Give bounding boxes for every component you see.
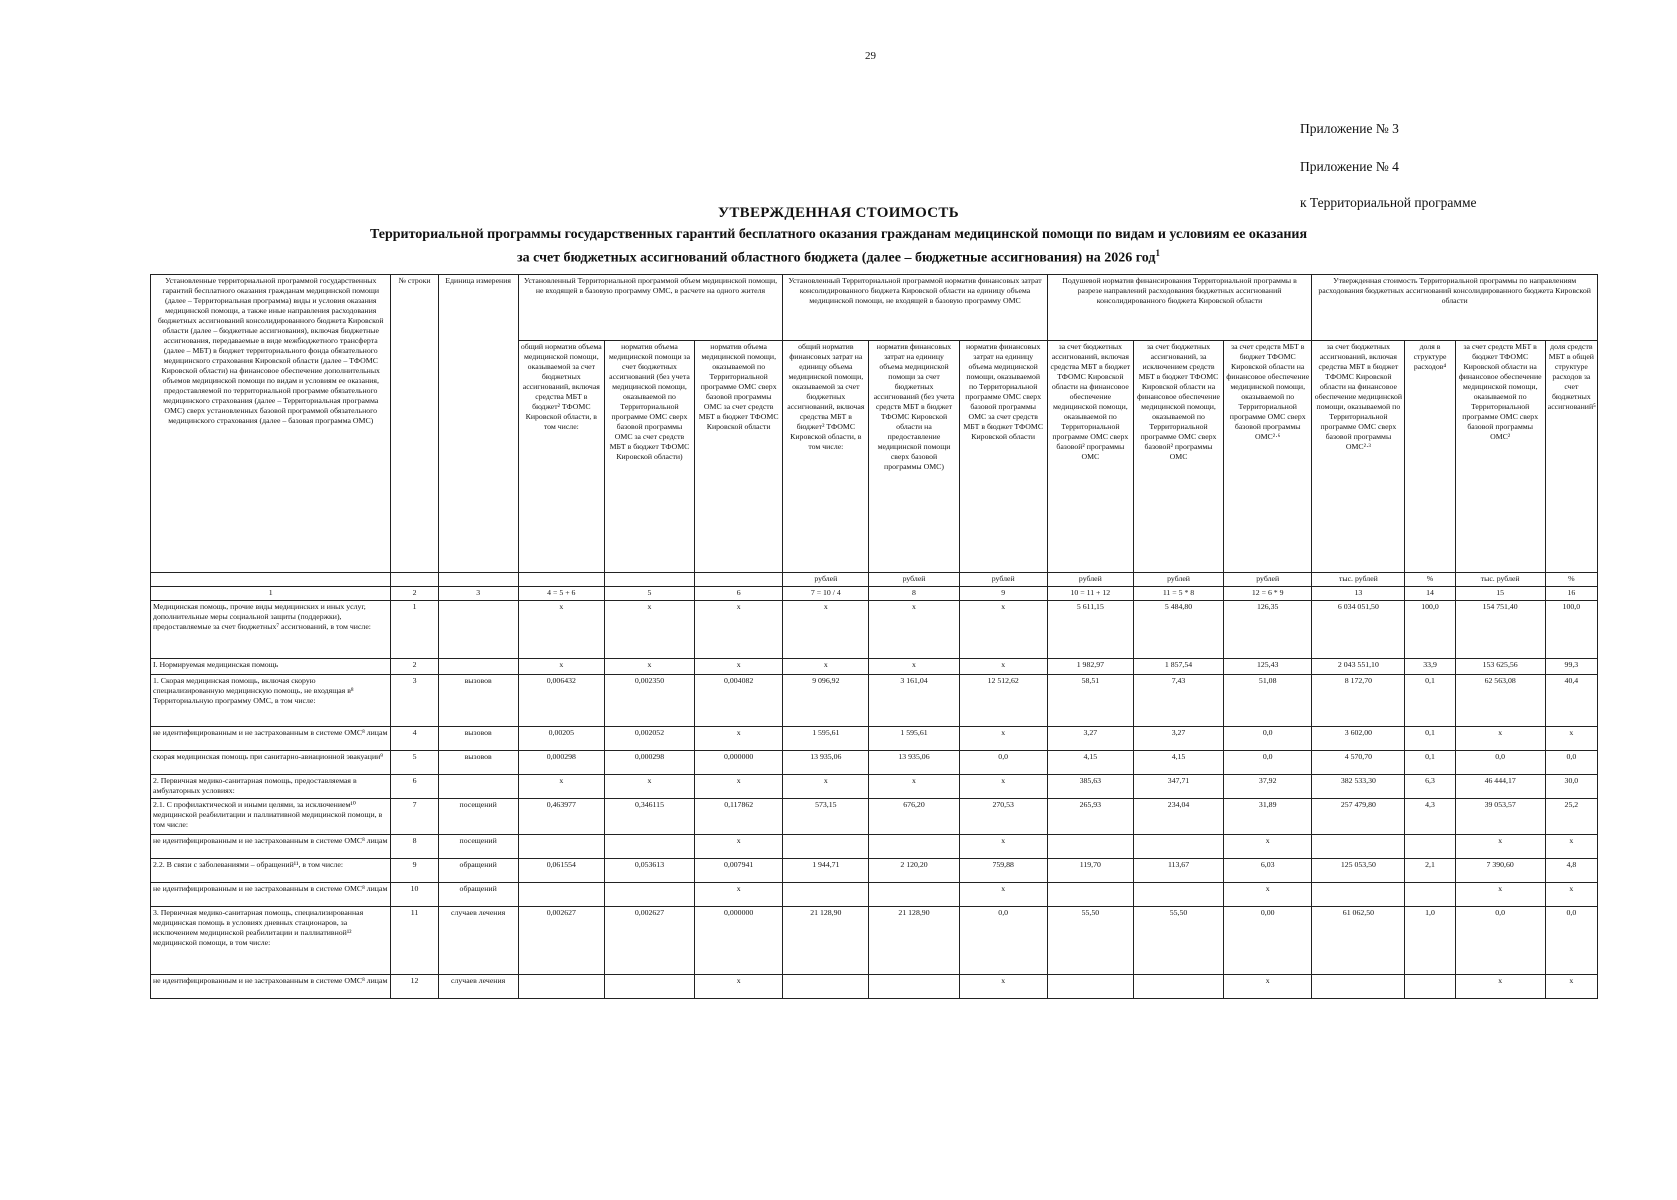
table-cell: случаев лечения (438, 975, 518, 999)
table-row (151, 883, 1598, 907)
unit-cell (151, 573, 391, 587)
table-cell: 382 533,30 (1312, 775, 1405, 799)
table-cell: 234,04 (1133, 799, 1223, 835)
table-cell: 0,00 (1224, 907, 1312, 975)
table-cell: 0,0 (1224, 727, 1312, 751)
table-cell: x (783, 659, 869, 675)
table-cell: x (1224, 975, 1312, 999)
table-cell (518, 975, 604, 999)
table-cell: x (1224, 835, 1312, 859)
table-cell: 759,88 (959, 859, 1047, 883)
table-cell: 51,08 (1224, 675, 1312, 727)
table-cell (1405, 975, 1455, 999)
header-sub-11: за счет бюджетных ассигнований, за исключением средств МБТ в бюджет ТФОМС Кировской области на финансовое обеспечение медицинской помощи, оказываемой по Территориальной программе ОМС сверх базовой² программы ОМС (1133, 341, 1223, 573)
unit-cell (604, 573, 694, 587)
header-sub-12: за счет средств МБТ в бюджет ТФОМС Кировской области на финансовое обеспечение медицинской помощи, оказываемой по Территориальной программе ОМС сверх базовой программы ОМС²·⁶ (1224, 341, 1312, 573)
table-cell (783, 883, 869, 907)
table-cell (604, 975, 694, 999)
unit-cell (391, 573, 438, 587)
table-cell: 126,35 (1224, 601, 1312, 659)
table-cell: 347,71 (1133, 775, 1223, 799)
table-cell (604, 883, 694, 907)
header-sub-4: общий норматив объема медицинской помощи, оказываемой за счет бюджетных ассигнований, включая средства МБТ в бюджет² ТФОМС Кировской области, в том числе: (518, 341, 604, 573)
table-cell: 0,1 (1405, 751, 1455, 775)
table-cell: 13 935,06 (869, 751, 959, 775)
header-sub-6: норматив объема медицинской помощи, оказываемой по Территориальной программе ОМС сверх базовой программы ОМС за счет средств МБТ в бюджет ТФОМС Кировской области (695, 341, 783, 573)
unit-cell: рублей (1133, 573, 1223, 587)
table-row (151, 751, 1598, 775)
column-numbers-row (151, 587, 1598, 601)
row-label: 3. Первичная медико-санитарная помощь, специализированная медицинская помощь в условиях дневных стационаров, за исключением медицинской реабилитации и паллиативной¹² медицинской помощи, в том числе: (151, 907, 391, 975)
table-cell: x (1455, 883, 1545, 907)
column-number-cell: 8 (869, 587, 959, 601)
table-cell: x (783, 775, 869, 799)
table-cell: 3 602,00 (1312, 727, 1405, 751)
column-number-cell: 10 = 11 + 12 (1047, 587, 1133, 601)
table-cell: x (695, 659, 783, 675)
table-cell: x (695, 835, 783, 859)
table-cell: x (869, 659, 959, 675)
table-cell: x (783, 601, 869, 659)
column-number-cell: 11 = 5 * 8 (1133, 587, 1223, 601)
table-cell: 7,43 (1133, 675, 1223, 727)
table-cell (783, 835, 869, 859)
table-cell: 0,053613 (604, 859, 694, 883)
unit-cell (518, 573, 604, 587)
table-cell: 10 (391, 883, 438, 907)
table-cell: 21 128,90 (869, 907, 959, 975)
unit-cell: % (1545, 573, 1597, 587)
table-cell (1047, 835, 1133, 859)
table-cell (1312, 975, 1405, 999)
table-cell: 6,03 (1224, 859, 1312, 883)
table-cell: 1 857,54 (1133, 659, 1223, 675)
table-cell: 100,0 (1545, 601, 1597, 659)
table-cell: 3 (391, 675, 438, 727)
unit-cell: рублей (869, 573, 959, 587)
table-cell: 4,3 (1405, 799, 1455, 835)
table-cell (1405, 883, 1455, 907)
table-cell: 125 053,50 (1312, 859, 1405, 883)
table-cell: 2,1 (1405, 859, 1455, 883)
table-cell: 0,0 (1545, 751, 1597, 775)
table-cell: 0,002350 (604, 675, 694, 727)
table-cell: 55,50 (1047, 907, 1133, 975)
table-cell: 3 161,04 (869, 675, 959, 727)
table-row (151, 799, 1598, 835)
unit-cell: рублей (959, 573, 1047, 587)
table-cell (438, 659, 518, 675)
table-cell: x (518, 775, 604, 799)
table-cell: 573,15 (783, 799, 869, 835)
table-cell: 4,15 (1047, 751, 1133, 775)
table-cell: 4 570,70 (1312, 751, 1405, 775)
column-number-cell: 14 (1405, 587, 1455, 601)
table-cell (1312, 883, 1405, 907)
table-cell: x (959, 727, 1047, 751)
row-label: не идентифицированным и не застрахованным в системе ОМС⁸ лицам (151, 883, 391, 907)
table-cell: 6 034 051,50 (1312, 601, 1405, 659)
table-row (151, 975, 1598, 999)
table-cell: x (518, 601, 604, 659)
table-row (151, 675, 1598, 727)
table-cell: 46 444,17 (1455, 775, 1545, 799)
row-label: Медицинская помощь, прочие виды медицинских и иных услуг, дополнительные меры социальной защиты (поддержки), предоставляемые за счет бюджетных⁷ ассигнований, в том числе: (151, 601, 391, 659)
table-cell: 1 (391, 601, 438, 659)
unit-cell: рублей (1224, 573, 1312, 587)
table-cell: 8 (391, 835, 438, 859)
table-cell (518, 883, 604, 907)
table-cell: 0,000298 (604, 751, 694, 775)
table-cell: 0,000298 (518, 751, 604, 775)
table-cell: 125,43 (1224, 659, 1312, 675)
table-cell: 31,89 (1224, 799, 1312, 835)
table-cell (1133, 883, 1223, 907)
table-cell: 0,1 (1405, 727, 1455, 751)
table-cell: 6 (391, 775, 438, 799)
table-cell: x (959, 883, 1047, 907)
table-cell: посещений (438, 835, 518, 859)
column-number-cell: 1 (151, 587, 391, 601)
header-sub-14: доля в структуре расходов⁴ (1405, 341, 1455, 573)
table-cell: x (695, 883, 783, 907)
table-cell: 21 128,90 (783, 907, 869, 975)
table-cell: x (1455, 727, 1545, 751)
header-sub-13: за счет бюджетных ассигнований, включая средства МБТ в бюджет ТФОМС Кировской области на финансовое обеспечение медицинской помощи, оказываемой по Территориальной программе ОМС сверх базовой программы ОМС²·³ (1312, 341, 1405, 573)
table-cell: x (695, 601, 783, 659)
table-cell: x (695, 775, 783, 799)
table-cell: 0,117862 (695, 799, 783, 835)
column-number-cell: 16 (1545, 587, 1597, 601)
table-cell: 0,0 (1224, 751, 1312, 775)
table-cell: x (604, 775, 694, 799)
table-cell: 270,53 (959, 799, 1047, 835)
table-cell: 7 (391, 799, 438, 835)
appendix-line-1: Приложение № 3 (1300, 121, 1399, 136)
table-cell (518, 835, 604, 859)
table-cell: 257 479,80 (1312, 799, 1405, 835)
table-cell: 1 982,97 (1047, 659, 1133, 675)
column-number-cell: 15 (1455, 587, 1545, 601)
table-cell: 39 053,57 (1455, 799, 1545, 835)
unit-cell (438, 573, 518, 587)
table-cell: x (959, 975, 1047, 999)
table-cell: x (959, 601, 1047, 659)
table-cell: 0,007941 (695, 859, 783, 883)
table-cell: 0,0 (959, 907, 1047, 975)
table-body (151, 601, 1598, 999)
document-subtitle-line-2 (0, 248, 1677, 267)
table-row (151, 775, 1598, 799)
table-cell: обращений (438, 883, 518, 907)
table-cell: 3,27 (1047, 727, 1133, 751)
table-cell: x (869, 601, 959, 659)
table-cell: 0,004082 (695, 675, 783, 727)
table-cell: 2 (391, 659, 438, 675)
table-cell: 0,0 (1545, 907, 1597, 975)
header-col2: № строки (391, 275, 438, 573)
table-cell: x (959, 775, 1047, 799)
table-cell (604, 835, 694, 859)
row-label: скорая медицинская помощь при санитарно-авиационной эвакуации⁹ (151, 751, 391, 775)
table-cell: 6,3 (1405, 775, 1455, 799)
header-group1: Установленный Территориальной программой объем медицинской помощи, не входящей в базовую программу ОМС, в расчете на одного жителя (518, 275, 783, 341)
table-cell: 153 625,56 (1455, 659, 1545, 675)
table-cell: 1 944,71 (783, 859, 869, 883)
table-cell: 119,70 (1047, 859, 1133, 883)
table-cell: 13 935,06 (783, 751, 869, 775)
table-cell: 40,4 (1545, 675, 1597, 727)
appendix-line-3: к Территориальной программе (1300, 195, 1477, 210)
table-cell (438, 601, 518, 659)
table-cell: 0,346115 (604, 799, 694, 835)
table-cell: x (1545, 975, 1597, 999)
table-cell: 113,67 (1133, 859, 1223, 883)
table-row (151, 835, 1598, 859)
row-label: I. Нормируемая медицинская помощь (151, 659, 391, 675)
table-cell: 37,92 (1224, 775, 1312, 799)
header-sub-10: за счет бюджетных ассигнований, включая средства МБТ в бюджет ТФОМС Кировской области на финансовое обеспечение медицинской помощи, оказываемой по Территориальной программе ОМС сверх базовой² программы ОМС (1047, 341, 1133, 573)
table-cell: посещений (438, 799, 518, 835)
header-group4: Утвержденная стоимость Территориальной программы по направлениям расходования бюджетных ассигнований консолидированного бюджета Кировской области (1312, 275, 1598, 341)
table-cell: обращений (438, 859, 518, 883)
table-cell: x (695, 727, 783, 751)
table-cell: 3,27 (1133, 727, 1223, 751)
table-cell: 385,63 (1047, 775, 1133, 799)
table-row (151, 907, 1598, 975)
table-row (151, 601, 1598, 659)
column-number-cell: 6 (695, 587, 783, 601)
header-sub-15: за счет средств МБТ в бюджет ТФОМС Кировской области на финансовое обеспечение медицинской помощи, оказываемой по Территориальной программе ОМС сверх базовой программы ОМС² (1455, 341, 1545, 573)
table-cell: 0,002627 (518, 907, 604, 975)
table-cell: 61 062,50 (1312, 907, 1405, 975)
column-number-cell: 5 (604, 587, 694, 601)
row-label: 2. Первичная медико-санитарная помощь, предоставляемая в амбулаторных условиях: (151, 775, 391, 799)
table-cell: 5 611,15 (1047, 601, 1133, 659)
header-sub-5: норматив объема медицинской помощи за счет бюджетных ассигнований (без учета медицинской помощи, оказываемой по Территориальной программе ОМС сверх базовой программы ОМС за счет средств МБТ в бюджет ТФОМС Кировской области) (604, 341, 694, 573)
table-cell: вызовов (438, 675, 518, 727)
table-cell: вызовов (438, 727, 518, 751)
header-sub-7: общий норматив финансовых затрат на единицу объема медицинской помощи, оказываемой за счет бюджетных ассигнований, включая средства МБТ в бюджет² ТФОМС Кировской области, в том числе: (783, 341, 869, 573)
table-cell: 7 390,60 (1455, 859, 1545, 883)
table-cell: x (695, 975, 783, 999)
table-cell: 4,15 (1133, 751, 1223, 775)
table-cell (869, 883, 959, 907)
table-cell: x (518, 659, 604, 675)
table-row (151, 727, 1598, 751)
page-number: 29 (865, 50, 876, 62)
table-cell: x (1455, 835, 1545, 859)
document-subtitle: Территориальной программы государственных гарантий бесплатного оказания гражданам медицинской помощи по видам и условиям ее оказания (369, 227, 1308, 242)
row-label: 2.1. С профилактической и иными целями, за исключением¹⁰ медицинской реабилитации и паллиативной медицинской помощи, в том числе: (151, 799, 391, 835)
header-sub-8: норматив финансовых затрат на единицу объема медицинской помощи за счет бюджетных ассигнований (без учета средств МБТ в бюджет ТФОМС Кировской области на предоставление медицинской помощи сверх базовой программы ОМС) (869, 341, 959, 573)
table-cell: 0,0 (1455, 907, 1545, 975)
table-cell (1047, 975, 1133, 999)
unit-cell: тыс. рублей (1455, 573, 1545, 587)
table-cell: 0,002052 (604, 727, 694, 751)
table-cell (869, 835, 959, 859)
table-cell: 12 512,62 (959, 675, 1047, 727)
table-cell: x (1545, 727, 1597, 751)
table-cell: 0,061554 (518, 859, 604, 883)
table-cell (1312, 835, 1405, 859)
table-cell: случаев лечения (438, 907, 518, 975)
table-cell: 9 096,92 (783, 675, 869, 727)
row-label: 1. Скорая медицинская помощь, включая скорую специализированную медицинскую помощь, не входящая в⁸ Территориальную программу ОМС, в том числе: (151, 675, 391, 727)
table-cell: 58,51 (1047, 675, 1133, 727)
table-cell: x (959, 659, 1047, 675)
table-cell: 4,8 (1545, 859, 1597, 883)
document-title: УТВЕРЖДЕННАЯ СТОИМОСТЬ (718, 205, 959, 221)
column-number-cell: 3 (438, 587, 518, 601)
row-label: не идентифицированным и не застрахованным в системе ОМС⁸ лицам (151, 727, 391, 751)
header-sub-16: доля средств МБТ в общей структуре расходов за счет бюджетных ассигнований⁵ (1545, 341, 1597, 573)
table-cell: 9 (391, 859, 438, 883)
header-group3: Подушевой норматив финансирования Территориальной программы в разрезе направлений расходования бюджетных ассигнований консолидированного бюджета Кировской области (1047, 275, 1312, 341)
column-number-cell: 12 = 6 * 9 (1224, 587, 1312, 601)
table-cell: 8 172,70 (1312, 675, 1405, 727)
column-number-cell: 13 (1312, 587, 1405, 601)
table-cell: 154 751,40 (1455, 601, 1545, 659)
row-label: не идентифицированным и не застрахованным в системе ОМС⁸ лицам (151, 975, 391, 999)
table-cell: 12 (391, 975, 438, 999)
table-cell: 0,463977 (518, 799, 604, 835)
unit-cell: % (1405, 573, 1455, 587)
table-cell: 265,93 (1047, 799, 1133, 835)
table-cell: 62 563,08 (1455, 675, 1545, 727)
table-cell (869, 975, 959, 999)
appendix-line-2: Приложение № 4 (1300, 159, 1399, 174)
unit-cell: рублей (783, 573, 869, 587)
table-cell: 5 (391, 751, 438, 775)
header-col3: Единица измерения (438, 275, 518, 573)
table-cell: 0,0 (1455, 751, 1545, 775)
table-cell (1047, 883, 1133, 907)
column-number-cell: 9 (959, 587, 1047, 601)
table-header (151, 275, 1598, 601)
table-cell: 1,0 (1405, 907, 1455, 975)
column-number-cell: 7 = 10 / 4 (783, 587, 869, 601)
table-cell (783, 975, 869, 999)
table-cell: x (604, 601, 694, 659)
table-cell: 0,002627 (604, 907, 694, 975)
unit-cell: тыс. рублей (1312, 573, 1405, 587)
header-sub-9: норматив финансовых затрат на единицу объема медицинской помощи, оказываемой по Территориальной программе ОМС сверх базовой программы ОМС за счет средств МБТ в бюджет ТФОМС Кировской области (959, 341, 1047, 573)
table-cell: 1 595,61 (869, 727, 959, 751)
table-cell: 33,9 (1405, 659, 1455, 675)
table-cell: 11 (391, 907, 438, 975)
table-cell: 0,000000 (695, 751, 783, 775)
row-label: не идентифицированным и не застрахованным в системе ОМС⁸ лицам (151, 835, 391, 859)
table-cell: 99,3 (1545, 659, 1597, 675)
table-cell: 30,0 (1545, 775, 1597, 799)
table-cell (438, 775, 518, 799)
table-cell: 1 595,61 (783, 727, 869, 751)
unit-cell (695, 573, 783, 587)
table-cell: 55,50 (1133, 907, 1223, 975)
table-cell: x (1545, 883, 1597, 907)
table-cell: 100,0 (1405, 601, 1455, 659)
table-cell: x (869, 775, 959, 799)
cost-table (150, 274, 1598, 999)
table-cell: x (1455, 975, 1545, 999)
table-cell: 2 043 551,10 (1312, 659, 1405, 675)
table-cell (1133, 975, 1223, 999)
table-cell: 0,00205 (518, 727, 604, 751)
table-cell: 25,2 (1545, 799, 1597, 835)
header-group2: Установленный Территориальной программой норматив финансовых затрат консолидированного бюджета Кировской области на единицу объема медицинской помощи, не входящей в базовую программу ОМС (783, 275, 1048, 341)
table-row (151, 859, 1598, 883)
header-col1: Установленные территориальной программой государственных гарантий бесплатного оказания гражданам медицинской помощи (далее – Территориальная программа) виды и условия оказания медицинской помощи, а также иные направления расходования бюджетных ассигнований консолидированного бюджета Кировской области (далее – бюджетные ассигнования), включая бюджетные ассигнования, передаваемые в виде межбюджетного трансферта (далее – МБТ) в бюджет территориального фонда обязательного медицинского страхования Кировской области (далее – ТФОМС Кировской области) на финансовое обеспечение дополнительных объемов медицинской помощи по видам и условиям ее оказания, предоставляемой по территориальной программе обязательного медицинского страхования (далее – Территориальная программа ОМС) сверх установленных базовой программой обязательного медицинского страхования (далее – базовая программа ОМС) (151, 275, 391, 573)
column-number-cell: 2 (391, 587, 438, 601)
table-cell: 2 120,20 (869, 859, 959, 883)
footnote-marker: 1 (1155, 248, 1160, 258)
units-row (151, 573, 1598, 587)
unit-cell: рублей (1047, 573, 1133, 587)
table-cell: 676,20 (869, 799, 959, 835)
subtitle-text: за счет бюджетных ассигнований областного бюджета (далее – бюджетные ассигнования) на 2026 год (517, 250, 1156, 266)
table-cell: 4 (391, 727, 438, 751)
table-cell: x (1545, 835, 1597, 859)
table-cell (1133, 835, 1223, 859)
table-cell: 0,1 (1405, 675, 1455, 727)
table-cell: 0,0 (959, 751, 1047, 775)
table-cell (1405, 835, 1455, 859)
row-label: 2.2. В связи с заболеваниями – обращений¹¹, в том числе: (151, 859, 391, 883)
table-cell: x (1224, 883, 1312, 907)
column-number-cell: 4 = 5 + 6 (518, 587, 604, 601)
table-cell: вызовов (438, 751, 518, 775)
table-cell: x (959, 835, 1047, 859)
table-cell: 0,006432 (518, 675, 604, 727)
table-row (151, 659, 1598, 675)
table-cell: 5 484,80 (1133, 601, 1223, 659)
table-cell: 0,000000 (695, 907, 783, 975)
table-cell: x (604, 659, 694, 675)
